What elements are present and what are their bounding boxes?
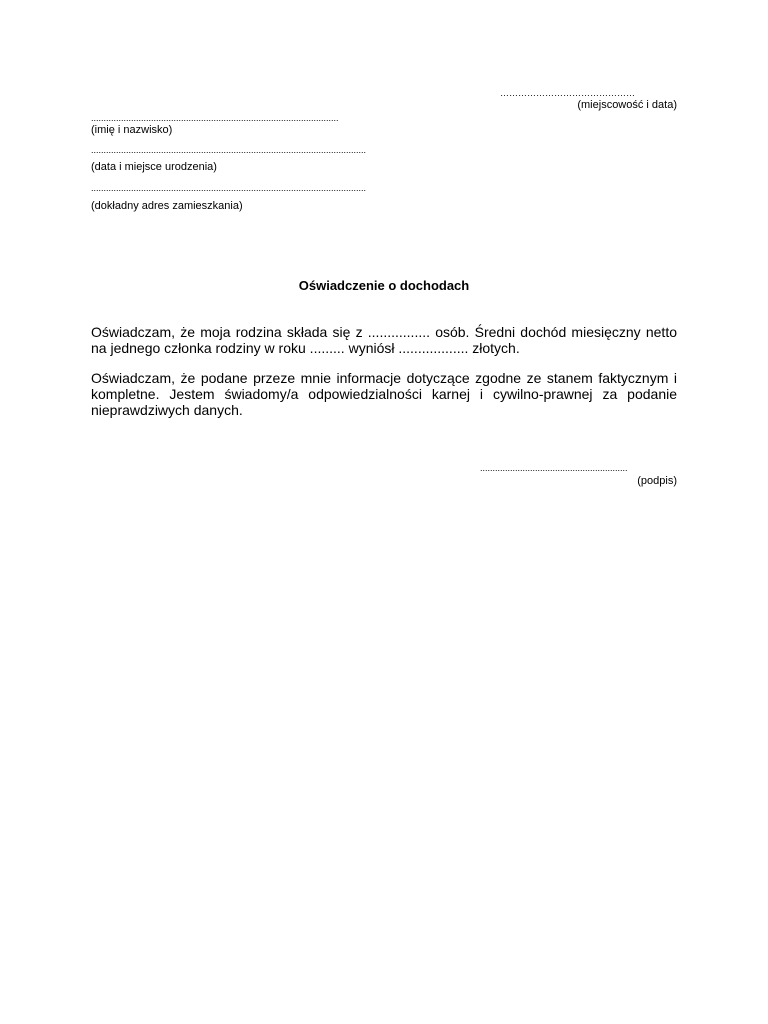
household-line-1: Oświadczam, że moja rodzina składa się z ................ osób. Średni dochód miesięczny netto [91,324,677,340]
signature-label: (podpis) [637,475,677,487]
name-line: ................................................................................................... [91,113,339,123]
signature-line: ........................................................... [480,463,628,473]
name-label: (imię i nazwisko) [91,124,173,136]
declaration-paragraph: Oświadczam, że podane przeze mnie informacje dotyczące zgodne ze stanem faktycznym i kompletne. Jestem świadomy/a odpowiedzialności karnej i cywilno-prawnej za podanie nieprawdziwych danych. [91,370,677,418]
household-line-2: na jednego członka rodziny w roku ......... wyniósł .................. złotych. [91,340,520,356]
document-title: Oświadczenie o dochodach [298,278,470,293]
household-paragraph [91,324,677,356]
place-date-line: ……………………………………… [500,88,635,98]
address-line: .............................................................................................................. [91,183,367,193]
birth-line: .............................................................................................................. [91,145,367,155]
birth-label: (data i miejsce urodzenia) [91,161,217,173]
address-label: (dokładny adres zamieszkania) [91,200,243,212]
place-date-label: (miejscowość i data) [577,99,677,111]
